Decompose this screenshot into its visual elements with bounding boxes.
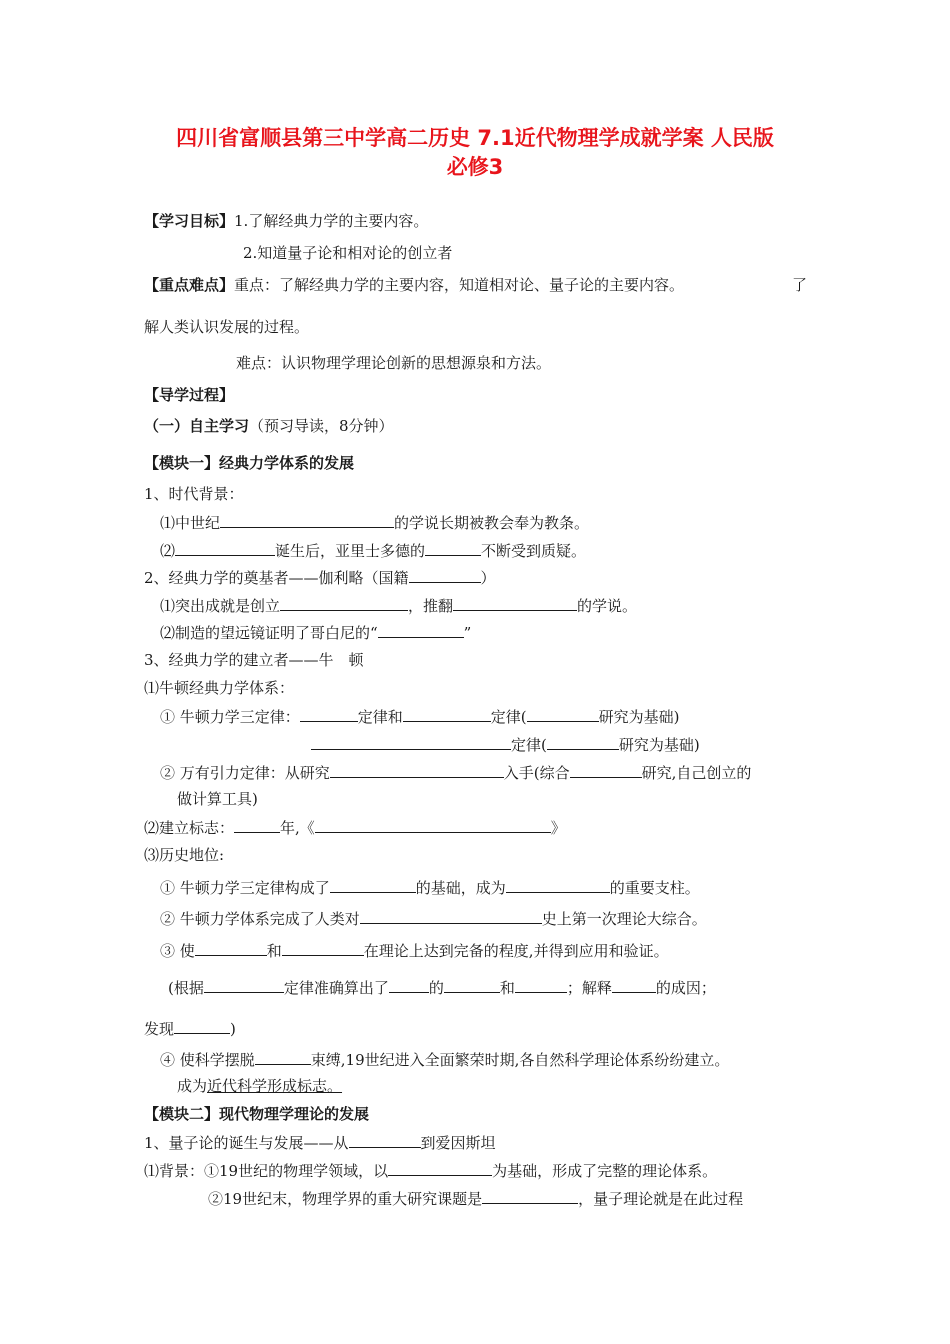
goal-2: 2.知道量子论和相对论的创立者: [243, 244, 453, 262]
key-continuation: 解人类认识发展的过程。: [144, 318, 310, 336]
text: ⑴突出成就是创立: [160, 597, 281, 615]
fill-blank[interactable]: [389, 977, 429, 993]
fill-blank[interactable]: [409, 567, 481, 583]
text: 》: [550, 819, 566, 837]
fill-blank[interactable]: [515, 977, 567, 993]
fill-blank[interactable]: [547, 734, 619, 750]
text: ⑵制造的望远镜证明了哥白尼的“: [160, 624, 378, 642]
text: 1、量子论的诞生与发展——从: [144, 1134, 349, 1152]
fill-blank[interactable]: [330, 762, 504, 778]
text: ② 万有引力定律：从研究: [160, 764, 330, 782]
fill-blank[interactable]: [204, 977, 284, 993]
fill-blank[interactable]: [174, 1018, 230, 1034]
text: 定律准确算出了: [283, 979, 389, 997]
self-study-note: （预习导读，8分钟）: [249, 417, 394, 435]
module-1-heading: 【模块一】经典力学体系的发展: [144, 454, 355, 472]
text: ① 牛顿力学三定律：: [160, 708, 300, 726]
m1-2b: [160, 622, 471, 643]
document-title-line-2: 必修3: [446, 155, 504, 179]
fill-blank[interactable]: [425, 540, 481, 556]
text: 在理论上达到完备的程度,并得到应用和验证。: [363, 942, 669, 960]
text: 的学说。: [577, 597, 638, 615]
module-2-heading: 【模块二】现代物理学理论的发展: [144, 1105, 370, 1123]
fill-blank[interactable]: [300, 706, 358, 722]
learning-goals: [144, 211, 428, 231]
key-tail: 了: [792, 276, 808, 294]
key-points: [144, 275, 684, 295]
text: 发现: [144, 1020, 175, 1038]
fill-blank[interactable]: [360, 908, 542, 924]
text: ⑵建立标志：: [144, 819, 235, 837]
fill-blank[interactable]: [282, 940, 364, 956]
fill-blank[interactable]: [506, 877, 610, 893]
basis-line: [168, 977, 716, 998]
text: ① 牛顿力学三定律构成了: [160, 879, 330, 897]
document-title-line-1: 四川省富顺县第三中学高二历史 7.1近代物理学成就学案 人民版: [176, 126, 774, 150]
status-1: [160, 877, 700, 898]
fill-blank[interactable]: [388, 1160, 492, 1176]
m1-2: [144, 567, 496, 588]
text: 定律和: [357, 708, 403, 726]
fill-blank[interactable]: [453, 595, 577, 611]
gravitation-cont: 做计算工具): [177, 790, 258, 808]
text: 入手(综合: [503, 764, 570, 782]
text: 的成因；: [655, 979, 716, 997]
text: ，量子理论就是在此过程: [578, 1190, 744, 1208]
text: ；解释: [566, 979, 612, 997]
process-heading: 【导学过程】: [144, 386, 235, 404]
fill-blank[interactable]: [444, 977, 500, 993]
fill-blank[interactable]: [280, 595, 408, 611]
fill-blank[interactable]: [220, 512, 394, 528]
text: 定律(: [511, 736, 547, 754]
self-study-heading: （一）自主学习: [144, 417, 250, 435]
text: 2、经典力学的奠基者——伽利略（国籍: [144, 569, 409, 587]
m1-1a: [160, 512, 589, 533]
text: 的学说长期被教会奉为教条。: [394, 514, 590, 532]
m2-1: [144, 1132, 496, 1153]
fill-blank[interactable]: [349, 1132, 421, 1148]
text: 研究为基础): [618, 736, 700, 754]
text: 为基础，形成了完整的理论体系。: [492, 1162, 718, 1180]
fill-blank[interactable]: [175, 540, 275, 556]
m1-3-1: ⑴牛顿经典力学体系：: [144, 679, 295, 697]
text: ⑵: [160, 542, 176, 560]
m2-background-2: [208, 1188, 743, 1209]
text: ）: [480, 569, 496, 587]
difficulty: 难点：认识物理学理论创新的思想源泉和方法。: [236, 354, 552, 372]
text: 研究,自己创立的: [641, 764, 752, 782]
text: ④ 使科学摆脱: [160, 1051, 255, 1069]
law-2: [311, 734, 700, 755]
text: ②19世纪末，物理学界的重大研究课题是: [208, 1190, 483, 1208]
key-text: 重点：了解经典力学的主要内容，知道相对论、量子论的主要内容。: [234, 276, 685, 294]
text: 和: [266, 942, 282, 960]
fill-blank[interactable]: [527, 706, 599, 722]
status-4-cont: [177, 1076, 342, 1096]
m1-3: 3、经典力学的建立者——牛 顿: [144, 651, 364, 669]
historical-status: ⑶历史地位:: [144, 846, 225, 864]
text: 定律(: [490, 708, 527, 726]
text: 成为: [177, 1077, 208, 1095]
text: 和: [499, 979, 515, 997]
fill-blank[interactable]: [378, 622, 464, 638]
m1-1b: [160, 540, 586, 561]
status-3: [160, 940, 669, 961]
text: ③ 使: [160, 942, 195, 960]
fill-blank[interactable]: [330, 877, 416, 893]
text: 研究为基础): [598, 708, 680, 726]
text: 的重要支柱。: [609, 879, 700, 897]
goal-text: 1.了解经典力学的主要内容。: [234, 212, 429, 230]
text: ，推翻: [408, 597, 454, 615]
m1-background: 1、时代背景：: [144, 485, 244, 503]
text: ⑴中世纪: [160, 514, 221, 532]
fill-blank[interactable]: [255, 1049, 311, 1065]
text: 年,《: [280, 819, 315, 837]
fill-blank[interactable]: [482, 1188, 578, 1204]
section-label: 【学习目标】: [144, 212, 235, 230]
text: 的: [428, 979, 444, 997]
m1-2a: [160, 595, 637, 616]
underlined-text: 近代科学形成标志。: [207, 1077, 343, 1095]
fill-blank[interactable]: [612, 977, 656, 993]
fill-blank[interactable]: [403, 706, 491, 722]
text: 不断受到质疑。: [481, 542, 587, 560]
m2-background: [144, 1160, 717, 1181]
text: 到爱因斯坦: [420, 1134, 496, 1152]
fill-blank[interactable]: [234, 817, 280, 833]
fill-blank[interactable]: [195, 940, 267, 956]
law-1: [160, 706, 680, 727]
text: 史上第一次理论大综合。: [541, 910, 707, 928]
gravitation: [160, 762, 751, 783]
text: ”: [463, 624, 472, 642]
fill-blank[interactable]: [311, 734, 511, 750]
text: ② 牛顿力学体系完成了人类对: [160, 910, 360, 928]
text: (根据: [168, 979, 204, 997]
text: 诞生后，亚里士多德的: [275, 542, 426, 560]
fill-blank[interactable]: [315, 817, 551, 833]
text: ⑴背景：①19世纪的物理学领域，以: [144, 1162, 389, 1180]
text: ): [230, 1020, 236, 1038]
text: 的基础，成为: [415, 879, 506, 897]
fill-blank[interactable]: [570, 762, 642, 778]
section-label: 【重点难点】: [144, 276, 235, 294]
status-4: [160, 1049, 729, 1070]
self-study-line: [144, 416, 394, 436]
text: 束缚,19世纪进入全面繁荣时期,各自然科学理论体系纷纷建立。: [310, 1051, 730, 1069]
status-2: [160, 908, 707, 929]
establish-mark: [144, 817, 566, 838]
discovery-line: [144, 1018, 236, 1039]
